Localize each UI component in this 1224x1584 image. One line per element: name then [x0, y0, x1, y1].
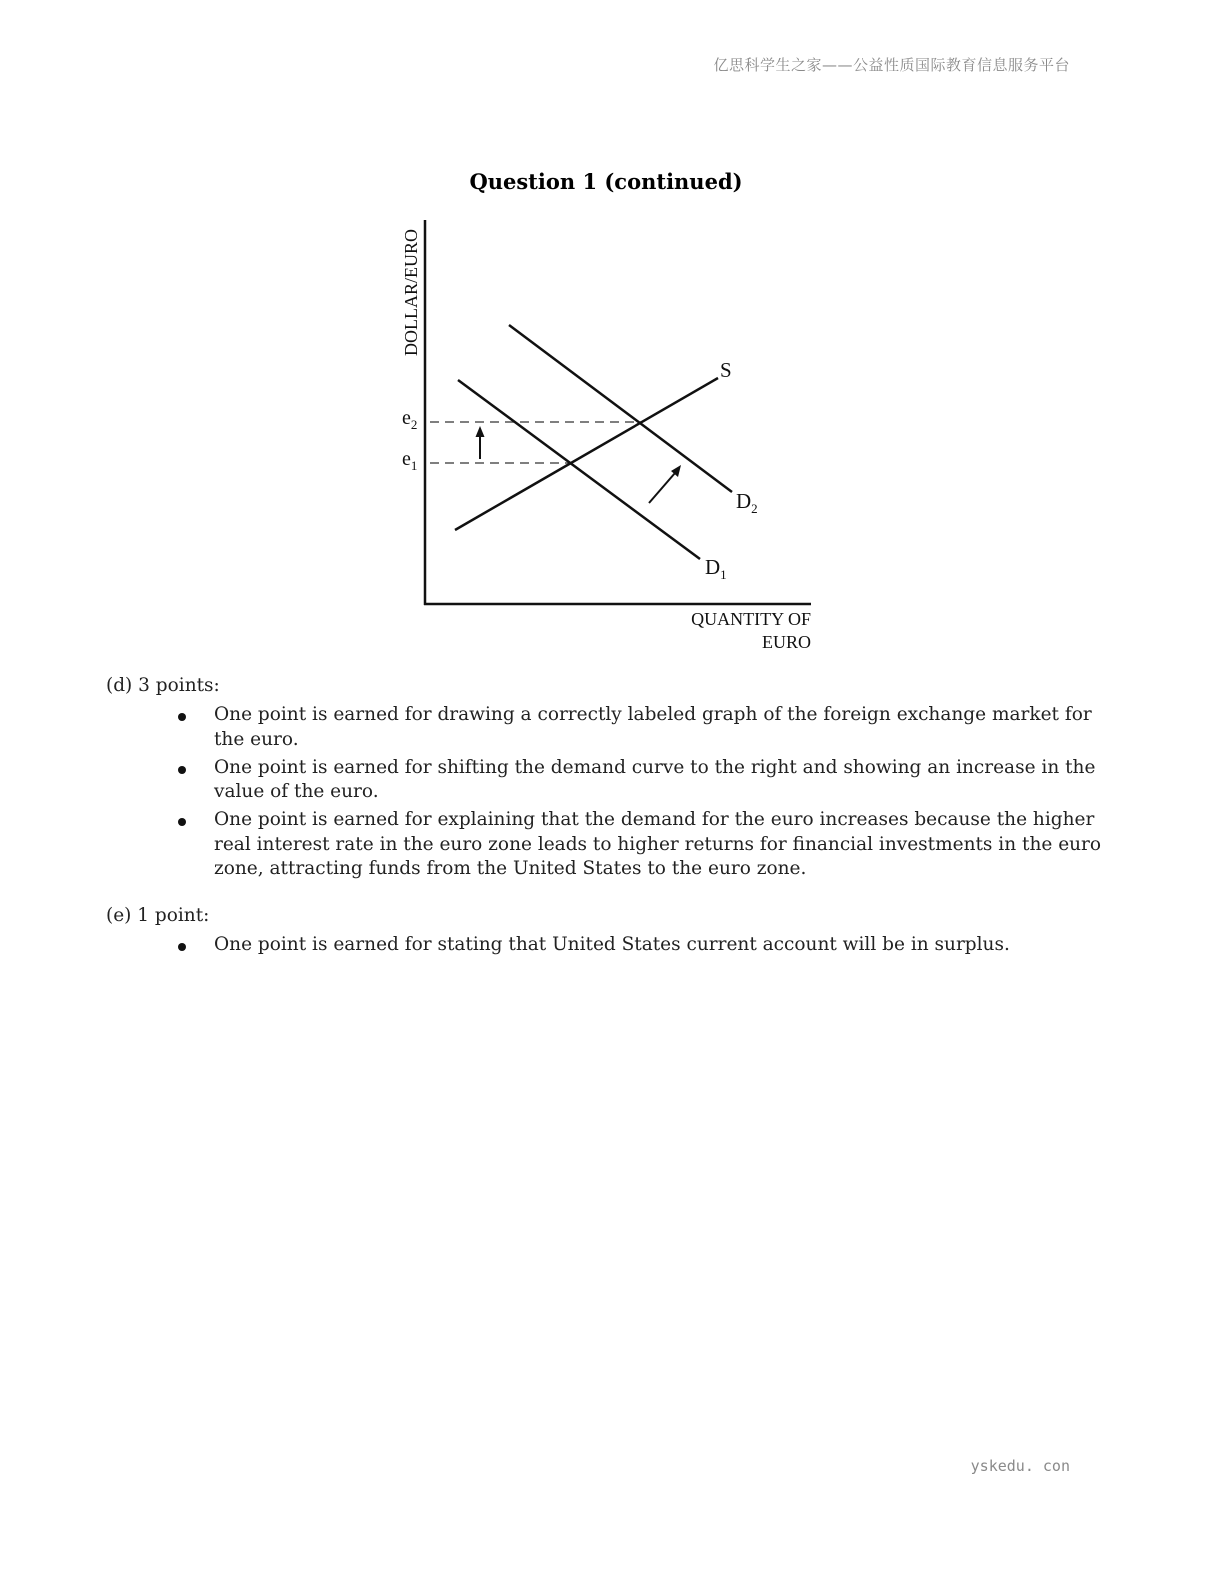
supply-curve [455, 378, 718, 530]
e1-label: $e_1$ [402, 448, 418, 473]
y-axis-label: DOLLAR/EURO [401, 229, 421, 356]
bullet-text: One point is earned for shifting the demand curve to the right and showing an increase in the value of the euro. [214, 756, 1096, 802]
supply-label: S [720, 358, 732, 382]
bullet-text: One point is earned for explaining that the demand for the euro increases because the higher real interest rate in the euro zone leads to higher returns for financial investments in the euro zone, attracting funds from the United States to the euro zone. [214, 809, 1102, 879]
demand-curve-d2 [509, 325, 732, 492]
list-item [106, 933, 1106, 958]
page-title: Question 1 (continued) [469, 169, 743, 194]
bullet-icon [178, 818, 186, 826]
d1-label: $D_1$ [705, 555, 727, 582]
bullet-icon [178, 943, 186, 951]
x-axis-label-line1: QUANTITY OF [691, 609, 811, 629]
bullet-text: One point is earned for stating that United States current account will be in surplus. [214, 934, 1010, 955]
x-axis-label-line2: EURO [762, 632, 811, 652]
demand-shift-arrow-icon [649, 465, 681, 503]
bullet-text: One point is earned for drawing a correctly labeled graph of the foreign exchange market for the euro. [214, 704, 1092, 750]
section-e-bullets [106, 933, 1106, 961]
list-item [106, 756, 1106, 805]
section-d-label: (d) 3 points: [106, 675, 220, 696]
header-watermark: 亿思科学生之家——公益性质国际教育信息服务平台 [713, 56, 1070, 74]
section-d-bullets [106, 703, 1106, 885]
price-increase-arrow-icon [476, 426, 485, 459]
foreign-exchange-graph [390, 212, 830, 662]
footer-watermark: yskedu. con [970, 1457, 1070, 1475]
demand-curve-d1 [458, 380, 700, 559]
section-e-label: (e) 1 point: [106, 905, 210, 926]
bullet-icon [178, 766, 186, 774]
list-item [106, 808, 1106, 882]
list-item [106, 703, 1106, 752]
d2-label: $D_2$ [736, 489, 758, 516]
e2-label: $e_2$ [402, 407, 418, 432]
bullet-icon [178, 713, 186, 721]
